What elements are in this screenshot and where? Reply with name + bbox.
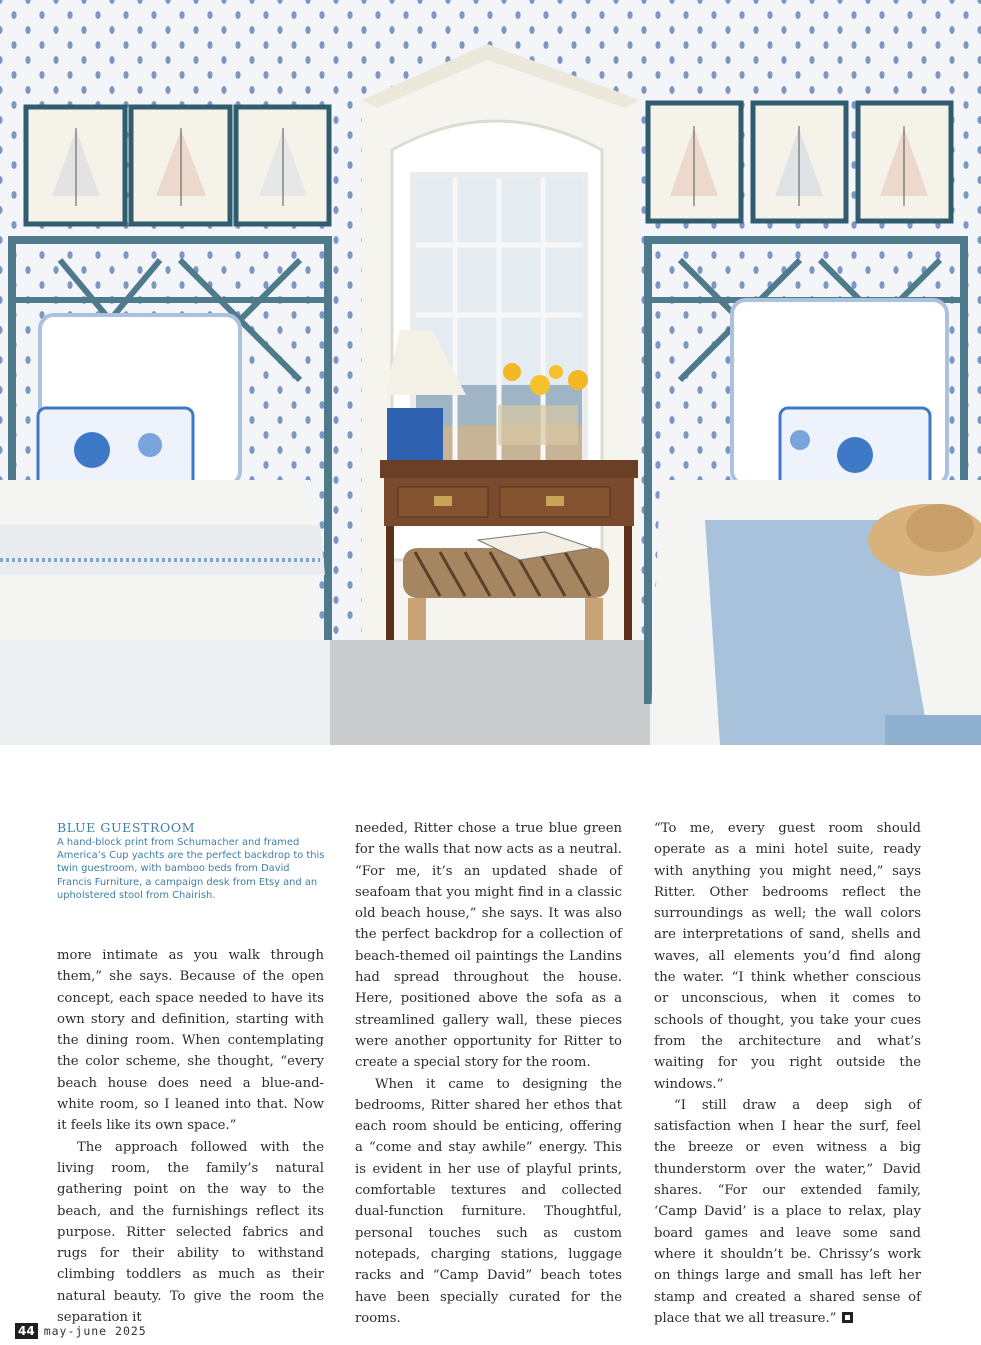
page-footer: [15, 1322, 147, 1340]
right-bed: [648, 240, 981, 745]
caption-title: BLUE GUESTROOM: [57, 820, 196, 835]
text-column-2: [355, 818, 622, 1329]
text-column-3: [654, 818, 921, 1329]
carpet: [330, 640, 650, 745]
paragraph: When it came to designing the bedrooms, Ritter shared her ethos that each room should be enticing, offering a “come and stay awhile” energy. This is evident in her use of playful prints, comfortable textures and collected dual-function furniture. Thoughtful, personal touches such as custom notepads, charging stations, luggage racks and “Camp David” beach totes have been specially curated for the rooms.: [355, 1076, 622, 1326]
text-column-1: [57, 945, 324, 1328]
paragraph: more intimate as you walk through them,” she says. Because of the open concept, each space needed to have its own story and definition, starting with the dining room. When contemplating the color scheme, she thought, “every beach house does need a blue-and-white room, so I leaned into that. Now it feels like its own space.”: [57, 948, 324, 1134]
paragraph: “To me, every guest room should operate as a mini hotel suite, ready with anything you might need,” says Ritter. Other bedrooms reflect the surroundings as well; the wall colors are interpretations of sand, shells and waves, all elements you’d find along the water. “I think whether conscious or unconscious, when it comes to schools of thought, you take your cues from the architecture and what’s waiting for you right outside the windows.”: [654, 821, 921, 1092]
paragraph-final-text: “I still draw a deep sigh of satisfaction when I hear the surf, feel the breeze or even witness a big thunderstorm over the water,” David shares. “For our extended family, ‘Camp David’ is a place to relax, play board games and leave some sand where it shouldn’t be. Chrissy’s work on things large and small has left her stamp and created a shared sense of place that we all treasure.”: [654, 1097, 921, 1326]
issue-date: may-june 2025: [43, 1324, 147, 1338]
left-bed: [0, 240, 330, 745]
paragraph: The approach followed with the living room, the family’s natural gathering point on the way to the beach, and the furnishings reflect its purpose. Ritter selected fabrics and rugs for their ability to withstand climbing toddlers as much as their natural beauty. To give the room the separation it: [57, 1139, 324, 1326]
paragraph-final: [654, 1095, 921, 1329]
page-number: 44: [15, 1323, 38, 1339]
framed-yacht-prints-left: [26, 107, 329, 224]
photo-caption: [57, 820, 325, 902]
caption-body: A hand-block print from Schumacher and framed America’s Cup yachts are the perfect backdrop to this twin guestroom, with bamboo beds from David Francis Furniture, a campaign desk from Etsy and an upholstered stool from Chairish.: [57, 837, 325, 901]
end-mark-icon: [842, 1312, 853, 1323]
paragraph: needed, Ritter chose a true blue green for the walls that now acts as a neutral. “For me, it’s an updated shade of seafoam that you might find in a classic old beach house,” she says. It was also the perfect backdrop for a collection of beach-themed oil paintings the Landins had spread throughout the house. Here, positioned above the sofa as a streamlined gallery wall, these pieces were another opportunity for Ritter to create a special story for the room.: [355, 821, 622, 1071]
framed-yacht-prints-right: [648, 103, 951, 221]
